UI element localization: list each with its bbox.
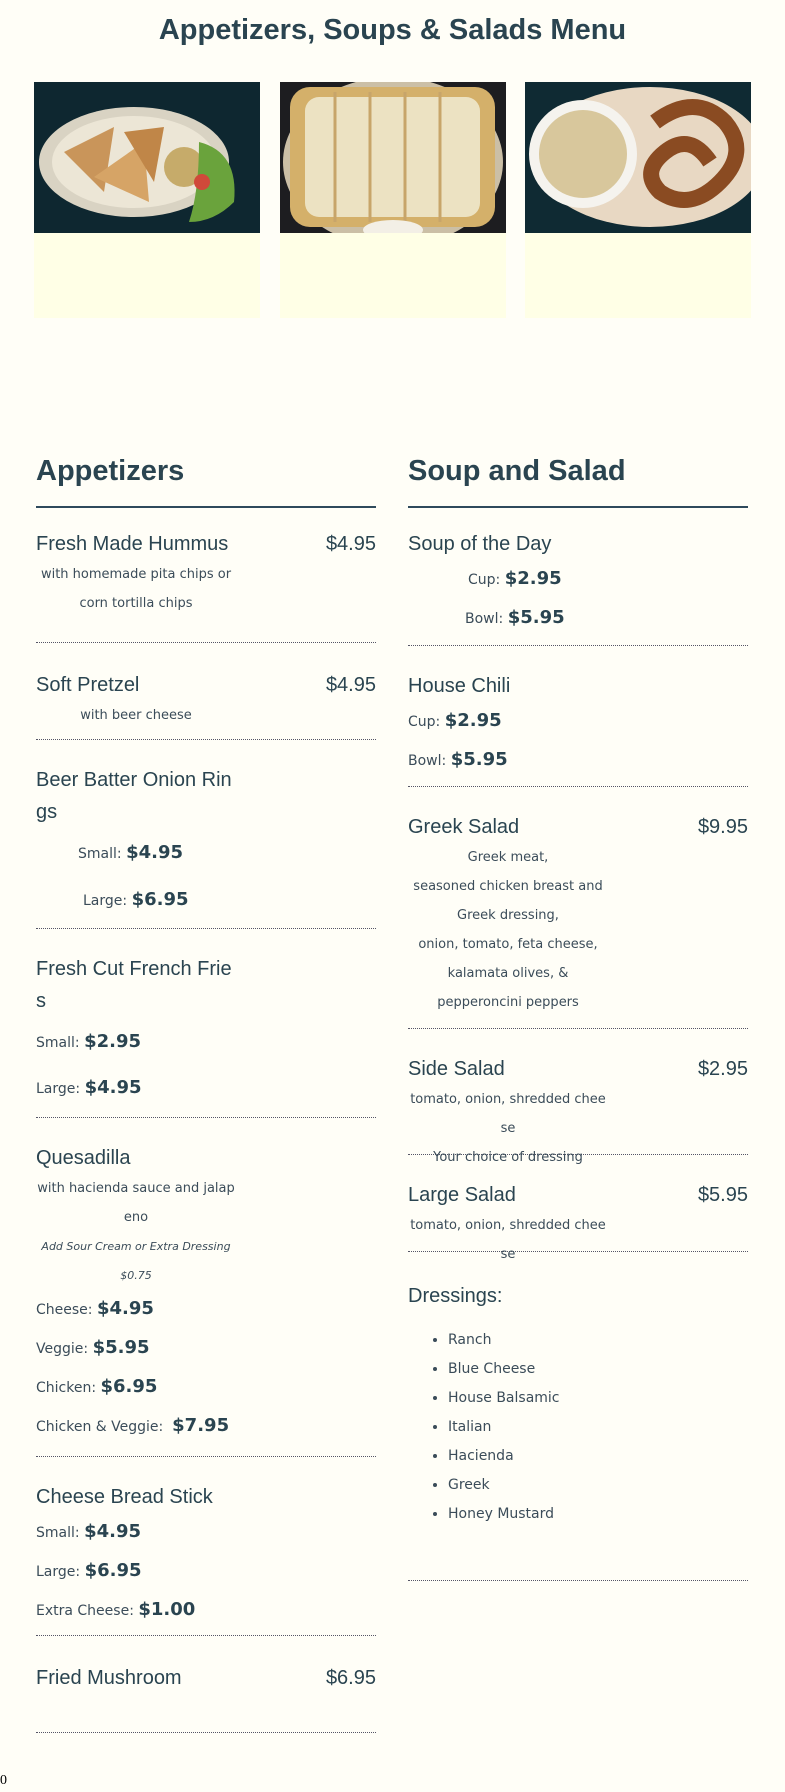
cheese-bread-photo (280, 82, 506, 318)
dressing-item: • Italian (448, 1413, 748, 1442)
item-name: House Chili (408, 675, 511, 697)
menu-item-quesadilla (36, 1118, 376, 1457)
size-price-chicken-veggie: Chicken & Veggie: $7.95 (36, 1415, 230, 1436)
item-description: kalamata olives, & (447, 966, 569, 981)
item-price: $6.95 (325, 1667, 376, 1689)
item-price: $2.95 (697, 1058, 748, 1080)
soup-salad-heading: Soup and Salad (408, 455, 626, 487)
dressing-item: • Honey Mustard (448, 1500, 748, 1529)
size-price-veggie: Veggie: $5.95 (36, 1337, 150, 1358)
footer-text: 0 (0, 1773, 7, 1788)
item-description: tomato, onion, shredded cheese (410, 1218, 606, 1262)
appetizers-heading: Appetizers (36, 455, 185, 487)
item-description: with homemade pita chips or (40, 567, 232, 582)
size-price-cheese: Cheese: $4.95 (36, 1298, 154, 1319)
size-price-bowl: Bowl: $5.95 (465, 607, 565, 628)
item-name: Greek Salad (408, 816, 520, 838)
item-name: Fried Mushroom (36, 1667, 182, 1689)
menu-item-french-fries (36, 929, 376, 1118)
item-name: Soft Pretzel (36, 674, 140, 696)
item-description: Greek meat, (467, 850, 549, 865)
dressing-item: • Blue Cheese (448, 1355, 748, 1384)
menu-item-fried-mushroom (36, 1636, 376, 1733)
soup-salad-section (408, 450, 748, 1581)
item-description: pepperoncini peppers (437, 995, 579, 1010)
size-price-cup: Cup: $2.95 (468, 568, 562, 589)
size-price-extra-cheese: Extra Cheese: $1.00 (36, 1599, 196, 1620)
item-description: Greek dressing, (457, 908, 559, 923)
menu-item-hummus (36, 508, 376, 643)
item-name: Soup of the Day (408, 533, 552, 555)
menu-item-onion-rings (36, 740, 376, 929)
menu-item-large-salad (408, 1155, 748, 1262)
menu-item-pretzel (36, 643, 376, 740)
dressing-item: • Hacienda (448, 1442, 748, 1471)
item-name: Side Salad (408, 1058, 505, 1080)
item-price: $4.95 (325, 533, 376, 555)
size-price-chicken: Chicken: $6.95 (36, 1376, 158, 1397)
dressings-block (408, 1280, 748, 1581)
item-note: Add Sour Cream or Extra Dressing $0.75 (41, 1240, 231, 1282)
item-name: Beer Batter Onion Rings (36, 769, 232, 823)
page-title: Appetizers, Soups & Salads Menu (158, 14, 627, 46)
size-price-small: Small: $4.95 (78, 842, 183, 863)
item-description: onion, tomato, feta cheese, (418, 937, 598, 952)
item-name: Fresh Made Hummus (36, 533, 229, 555)
menu-item-cheese-bread (36, 1457, 376, 1636)
item-description: tomato, onion, shredded cheese (410, 1092, 606, 1136)
pretzel-photo (525, 82, 751, 318)
menu-item-soup-of-day (408, 508, 748, 646)
size-price-large: Large: $6.95 (83, 889, 189, 910)
menu-item-house-chili (408, 646, 748, 787)
item-price: $5.95 (697, 1184, 748, 1206)
size-price-small: Small: $4.95 (36, 1521, 141, 1542)
size-price-cup: Cup: $2.95 (408, 710, 502, 731)
item-name: Fresh Cut French Fries (36, 958, 232, 1012)
appetizers-section (36, 450, 376, 1733)
item-description: corn tortilla chips (79, 596, 193, 611)
dressing-item: • Ranch (448, 1326, 748, 1355)
menu-item-greek-salad (408, 787, 748, 1029)
menu-item-side-salad (408, 1029, 748, 1165)
dressing-item: • Greek (448, 1471, 748, 1500)
item-price: $9.95 (697, 816, 748, 838)
dressing-item: • House Balsamic (448, 1384, 748, 1413)
item-description: with beer cheese (80, 708, 192, 723)
hummus-photo (34, 82, 260, 318)
item-name: Cheese Bread Stick (36, 1486, 213, 1508)
item-description: with hacienda sauce and jalapeno (37, 1181, 235, 1225)
size-price-large: Large: $4.95 (36, 1077, 142, 1098)
item-price: $4.95 (325, 674, 376, 696)
item-description: Your choice of dressing (433, 1150, 583, 1165)
size-price-large: Large: $6.95 (36, 1560, 142, 1581)
size-price-small: Small: $2.95 (36, 1031, 141, 1052)
dressings-list (408, 1326, 748, 1529)
dressings-title: Dressings: (408, 1285, 503, 1307)
item-name: Quesadilla (36, 1147, 131, 1169)
item-description: seasoned chicken breast and (413, 879, 603, 894)
item-name: Large Salad (408, 1184, 516, 1206)
size-price-bowl: Bowl: $5.95 (408, 749, 508, 770)
